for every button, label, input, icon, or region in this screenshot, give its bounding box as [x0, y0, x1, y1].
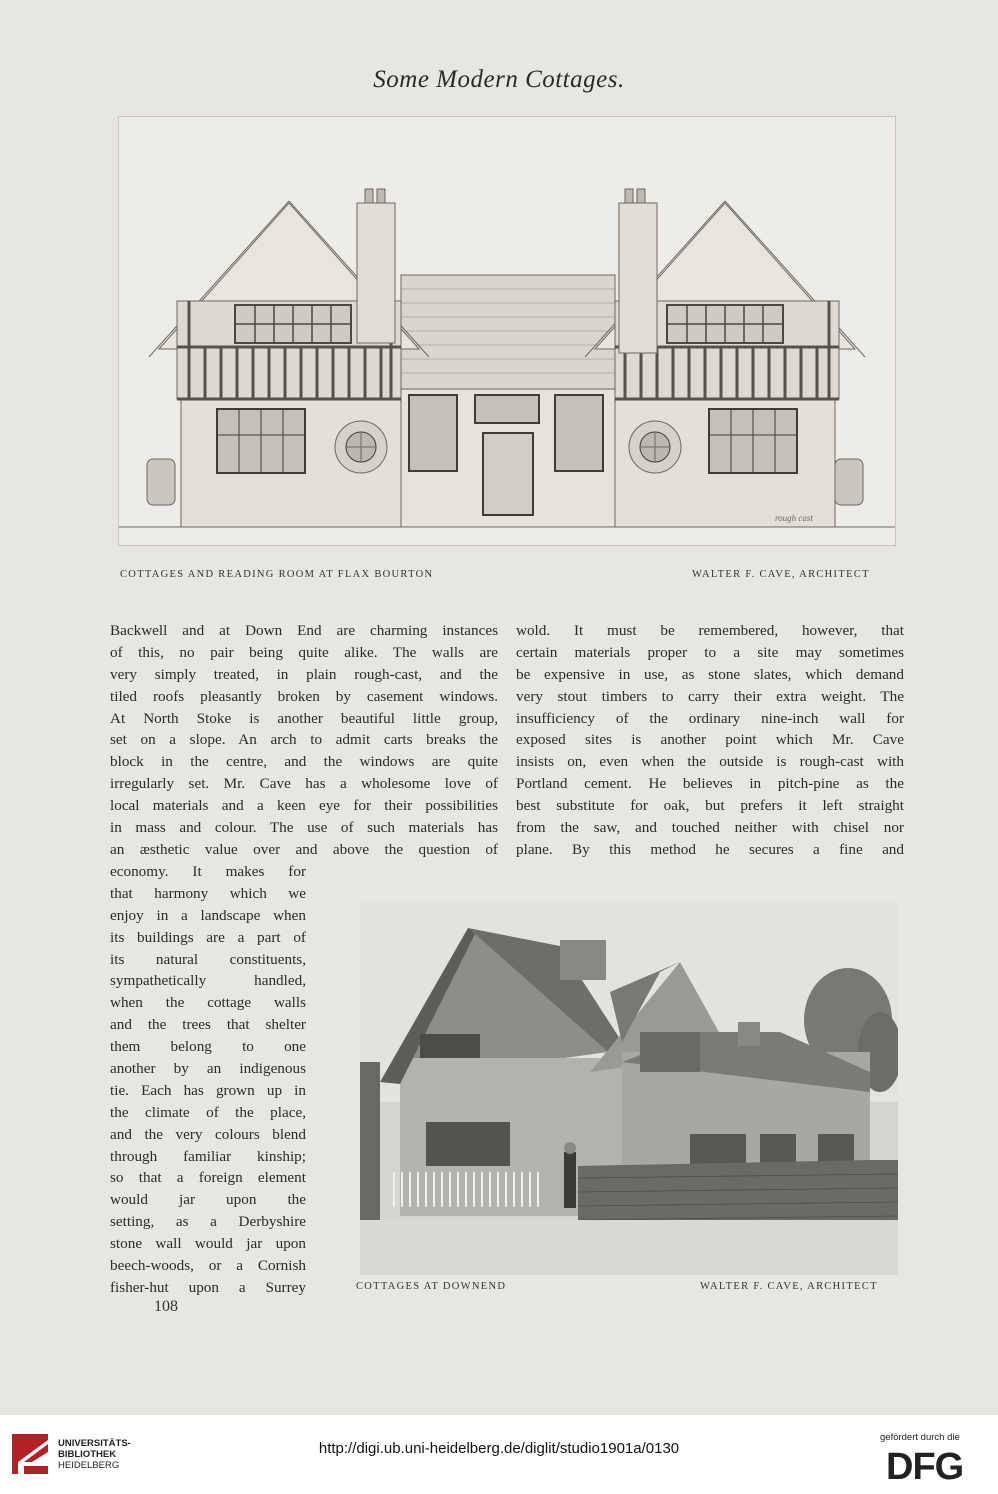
text-line: sympathetically handled,	[110, 972, 306, 990]
text-line: Portland cement. He believes in pitch-pine as the	[516, 775, 904, 793]
text-line: Backwell and at Down End are charming instances	[110, 622, 498, 639]
downend-cottages-photo	[360, 902, 898, 1275]
running-title: Some Modern Cottages.	[373, 66, 625, 93]
text-line: At North Stoke is another beautiful little group,	[110, 709, 498, 727]
figure1-caption-right: WALTER F. CAVE, ARCHITECT	[692, 569, 870, 580]
text-line: another by an indigenous	[110, 1060, 306, 1078]
text-line: through familiar kinship;	[110, 1147, 306, 1165]
text-line: setting, as a Derbyshire	[110, 1213, 306, 1231]
text-line: and the very colours blend	[110, 1125, 306, 1143]
text-line: stone wall would jar upon	[110, 1235, 306, 1253]
text-line: when the cottage walls	[110, 994, 306, 1012]
figure2-caption-left: COTTAGES AT DOWNEND	[356, 1281, 507, 1292]
text-line: that harmony which we	[110, 884, 306, 902]
text-line: of this, no pair being quite alike. The walls are	[110, 643, 498, 661]
text-line: irregularly set. Mr. Cave has a wholesome love of	[110, 775, 498, 793]
text-line: wold. It must be remembered, however, that	[516, 622, 904, 639]
text-line: be expensive in use, as stone slates, which demand	[516, 665, 904, 683]
text-line: from the saw, and touched neither with chisel nor	[516, 819, 904, 837]
text-line: exposed sites is another point which Mr. Cave	[516, 731, 904, 749]
text-line: tie. Each has grown up in	[110, 1081, 306, 1099]
text-line: beech-woods, or a Cornish	[110, 1257, 306, 1275]
text-line: the climate of the place,	[110, 1103, 306, 1121]
text-line: enjoy in a landscape when	[110, 906, 306, 924]
text-line: would jar upon the	[110, 1191, 306, 1209]
drawing-note: rough cast	[775, 513, 813, 523]
text-line: economy. It makes for	[110, 863, 306, 880]
page-number: 108	[154, 1298, 178, 1315]
narrow-column-text	[110, 861, 306, 1299]
right-column-text	[516, 620, 904, 861]
cottage-photograph	[360, 902, 898, 1275]
text-line: local materials and a keen eye for their possibilities	[110, 797, 498, 815]
library-line-1: UNIVERSITÄTS-	[58, 1438, 131, 1449]
funded-by-label: gefördert durch die	[880, 1432, 960, 1443]
left-column-text	[110, 620, 498, 861]
text-line: fisher-hut upon a Surrey	[110, 1278, 306, 1296]
text-line: insists on, even when the outside is rough-cast with	[516, 753, 904, 771]
text-line: certain materials proper to a site may sometimes	[516, 643, 904, 661]
text-line: block in the centre, and the windows are quite	[110, 753, 498, 771]
text-line: them belong to one	[110, 1038, 306, 1056]
elevation-drawing	[118, 116, 896, 546]
text-line: its natural constituents,	[110, 950, 306, 968]
text-line: best substitute for oak, but prefers it left straight	[516, 797, 904, 815]
text-line: set on a slope. An arch to admit carts breaks the	[110, 731, 498, 749]
text-line: plane. By this method he secures a fine and	[516, 840, 904, 858]
text-line: so that a foreign element	[110, 1169, 306, 1187]
text-line: tiled roofs pleasantly broken by casement windows.	[110, 687, 498, 705]
figure1-caption-left: COTTAGES AND READING ROOM AT FLAX BOURTON	[120, 569, 434, 580]
figure2-caption-right: WALTER F. CAVE, ARCHITECT	[700, 1281, 878, 1292]
text-line: an æsthetic value over and above the question of	[110, 840, 498, 858]
source-url-link[interactable]: http://digi.ub.uni-heidelberg.de/diglit/studio1901a/0130	[318, 1440, 680, 1457]
text-line: and the trees that shelter	[110, 1016, 306, 1034]
library-line-2: BIBLIOTHEK	[58, 1449, 117, 1460]
library-line-3: HEIDELBERG	[58, 1460, 120, 1471]
cottage-elevation-illustration	[119, 117, 895, 545]
text-line: very simply treated, in plain rough-cast, and the	[110, 665, 498, 683]
text-line: very stout timbers to carry their extra weight. The	[516, 687, 904, 705]
dfg-logo: DFG	[886, 1446, 964, 1488]
text-line: insufficiency of the ordinary nine-inch wall for	[516, 709, 904, 727]
text-line: its buildings are a part of	[110, 928, 306, 946]
text-line: in mass and colour. The use of such materials has	[110, 819, 498, 837]
